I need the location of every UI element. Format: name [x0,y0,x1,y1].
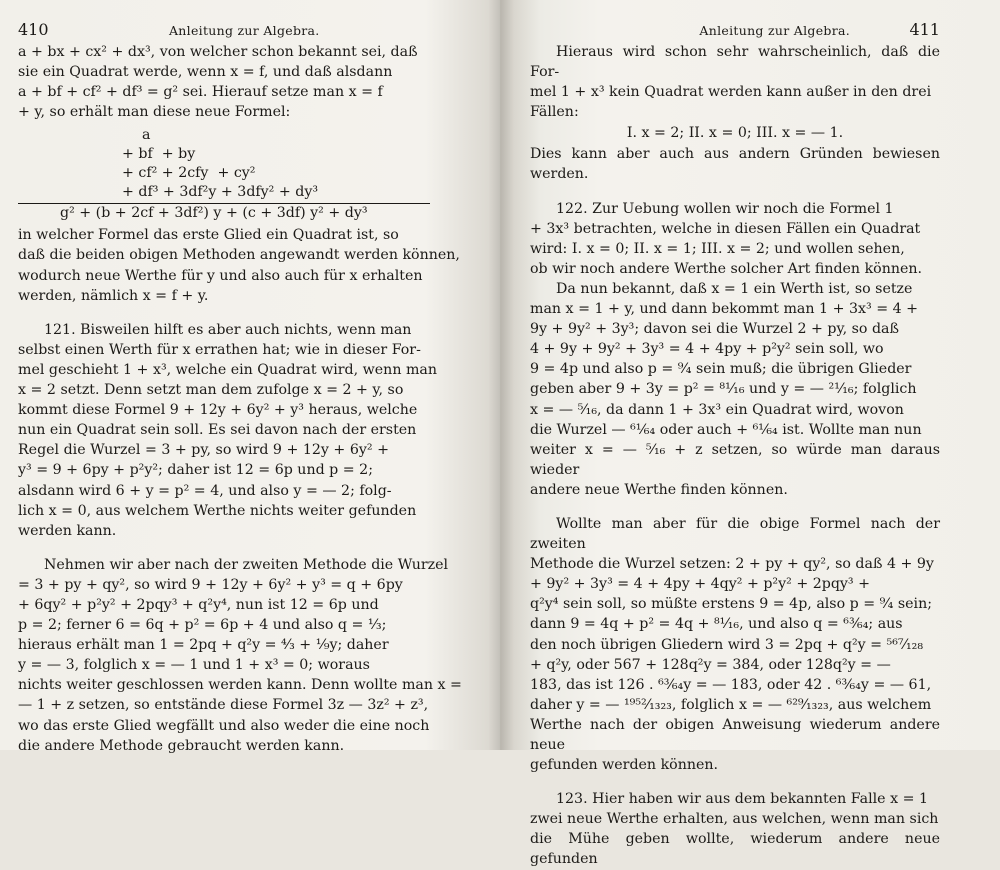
text-line: in welcher Formel das erste Glied ein Quadrat ist, so [18,227,399,244]
text-line: y = — 3, folglich x = — 1 und 1 + x³ = 0; woraus [18,657,370,674]
text-line: sie ein Quadrat werde, wenn x = f, und daß alsdann [18,64,393,81]
text-line: man x = 1 + y, und dann bekommt man 1 + 3x³ = 4 + [530,301,919,318]
text-line: wird: I. x = 0; II. x = 1; III. x = 2; und wollen sehen, [530,240,905,257]
text-line: gefunden werden können. [530,757,719,774]
text-line: 183, das ist 126 . ⁶³⁄₆₄y = — 183, oder 42 . ⁶³⁄₆₄y = — 61, [530,676,932,693]
text-line: nichts weiter geschlossen werden kann. Denn wollte man x = [18,677,462,694]
section-122 [530,199,940,279]
text-line: hieraus erhält man 1 = 2pq + q²y = ⁴⁄₃ + ⅑y; daher [18,637,389,654]
text-line: Nehmen wir aber nach der zweiten Methode die Wurzel [44,556,449,573]
text-line: x = 2 setzt. Denn setzt man dem zufolge x = 2 + y, so [18,382,404,399]
text-line: + 6qy² + p²y² + 2pqy³ + q²y⁴, nun ist 12 = 6p und [18,596,379,613]
text-line: weiter x = — ⁵⁄₁₆ + z setzen, so würde man daraus wieder [530,441,940,478]
paragraph-da-nun [530,279,940,500]
text-line: daher y = — ¹⁹⁵²⁄₁₃₂₃, folglich x = — ⁶²⁹⁄₁₃₂₃, aus welchem [530,696,932,713]
text-line: mel geschieht 1 + x³, welche ein Quadrat wird, wenn man [18,361,438,378]
text-line: a + bf + cf² + df³ = g² sei. Hierauf setze man x = f [18,84,383,101]
formula-row: + cf² + 2cfy + cy² [122,165,256,182]
text-line: dann 9 = 4q + p² = 4q + ⁸¹⁄₁₆, und also q = ⁶³⁄₆₄; aus [530,616,903,633]
text-line: geben aber 9 + 3y = p² = ⁸¹⁄₁₆ und y = — ²¹⁄₁₆; folglich [530,381,917,398]
text-line: andere neue Werthe finden können. [530,481,788,498]
second-method-paragraph [18,555,470,756]
text-line: Da nun bekannt, daß x = 1 ein Werth ist, so setze [556,280,913,297]
text-line: ob wir noch andere Werthe solcher Art finden können. [530,260,923,277]
page-number: 410 [18,20,49,39]
text-line: + q²y, oder 567 + 128q²y = 384, oder 128q²y = — [530,656,891,673]
text-line: 4 + 9y + 9y² + 3y³ = 4 + 4py + p²y² sein soll, wo [530,341,884,358]
formula-row: + bf + by [122,146,196,163]
left-page-header [18,20,470,42]
text-line: daß die beiden obigen Methoden angewandt werden können, [18,247,460,264]
section-121 [18,320,470,541]
text-line: + 3x³ betrachten, welche in diesen Fällen ein Quadrat [530,220,921,237]
text-line: Regel die Wurzel = 3 + py, so wird 9 + 12y + 6y² + [18,442,389,459]
text-line: lich x = 0, aus welchem Werthe nichts weiter gefunden [18,502,417,519]
text-line: selbst einen Werth für x errathen hat; wie in dieser For- [18,341,421,358]
text-line: wo das erste Glied wegfällt und also weder die eine noch [18,717,430,734]
paragraph-wollte-man [530,514,940,775]
text-line: + y, so erhält man diese neue Formel: [18,104,291,121]
cases-note [530,144,940,184]
text-line: x = — ⁵⁄₁₆, da dann 1 + 3x³ ein Quadrat wird, wovon [530,401,904,418]
text-line: werden kann. [18,522,117,539]
formula-sum: g² + (b + 2cf + 3df²) y + (c + 3df) y² + dy³ [60,205,368,222]
right-intro [530,42,940,122]
left-page [0,0,500,754]
after-formula-paragraph [18,225,470,305]
right-page [500,0,1000,868]
formula-row: + df³ + 3df²y + 3dfy² + dy³ [122,184,319,201]
text-line: zwei neue Werthe erhalten, aus welchen, wenn man sich [530,811,939,828]
text-line: nun ein Quadrat sein soll. Es sei davon nach der ersten [18,422,417,439]
text-line: Methode die Wurzel setzen: 2 + py + qy², so daß 4 + 9y [530,556,934,573]
text-line: Hieraus wird schon sehr wahrscheinlich, daß die For- [530,44,940,81]
cases-line: I. x = 2; II. x = 0; III. x = — 1. [626,125,844,142]
text-line: den noch übrigen Gliedern wird 3 = 2pq + q²y = ⁵⁶⁷⁄₁₂₈ [530,636,924,653]
text-line: alsdann wird 6 + y = p² = 4, und also y = — 2; folg- [18,482,392,499]
text-line: wodurch neue Werthe für y und also auch für x erhalten [18,267,423,284]
text-line: 9y + 9y² + 3y³; davon sei die Wurzel 2 + py, so daß [530,321,899,338]
text-line: p = 2; ferner 6 = 6q + p² = 6p + 4 und also q = ⅓; [18,617,387,634]
text-line: kommt diese Formel 9 + 12y + 6y² + y³ heraus, welche [18,402,418,419]
text-line: die andere Methode gebraucht werden kann. [18,737,345,754]
addition-formula [18,126,470,223]
running-title: Anleitung zur Algebra. [168,23,320,38]
text-line: 122. Zur Uebung wollen wir noch die Formel 1 [556,200,894,217]
section-123 [530,789,940,869]
running-title: Anleitung zur Algebra. [699,23,851,38]
right-page-header [530,20,940,42]
text-line: — 1 + z setzen, so entstände diese Formel 3z — 3z² + z³, [18,697,429,714]
text-line: 121. Bisweilen hilft es aber auch nichts, wenn man [44,321,412,338]
text-line: mel 1 + x³ kein Quadrat werden kann außer in den drei [530,84,932,101]
page-number: 411 [909,20,940,39]
text-line: a + bx + cx² + dx³, von welcher schon bekannt sei, daß [18,44,418,60]
text-line: = 3 + py + qy², so wird 9 + 12y + 6y² + y³ = q + 6py [18,576,403,593]
text-line: Werthe nach der obigen Anweisung wiederum andere neue [530,716,940,753]
text-line: q²y⁴ sein soll, so müßte erstens 9 = 4p, also p = ⁹⁄₄ sein; [530,596,933,613]
text-line: 123. Hier haben wir aus dem bekannten Falle x = 1 [556,791,929,808]
text-line: die Mühe geben wollte, wiederum andere neue gefunden [530,831,940,868]
text-line: y³ = 9 + 6py + p²y²; daher ist 12 = 6p und p = 2; [18,462,373,479]
text-line: 9 = 4p und also p = ⁹⁄₄ sein muß; die übrigen Glieder [530,361,912,378]
text-line: werden, nämlich x = f + y. [18,287,209,304]
text-line: die Wurzel — ⁶¹⁄₆₄ oder auch + ⁶¹⁄₆₄ ist. Wollte man nun [530,421,922,438]
formula-row: a [142,127,151,144]
text-line: Dies kann aber auch aus andern Gründen bewiesen werden. [530,146,940,183]
text-line: Fällen: [530,104,579,121]
text-line: + 9y² + 3y³ = 4 + 4py + 4qy² + p²y² + 2pqy³ + [530,576,871,593]
text-line: Wollte man aber für die obige Formel nach der zweiten [530,515,940,553]
left-intro [18,42,470,122]
